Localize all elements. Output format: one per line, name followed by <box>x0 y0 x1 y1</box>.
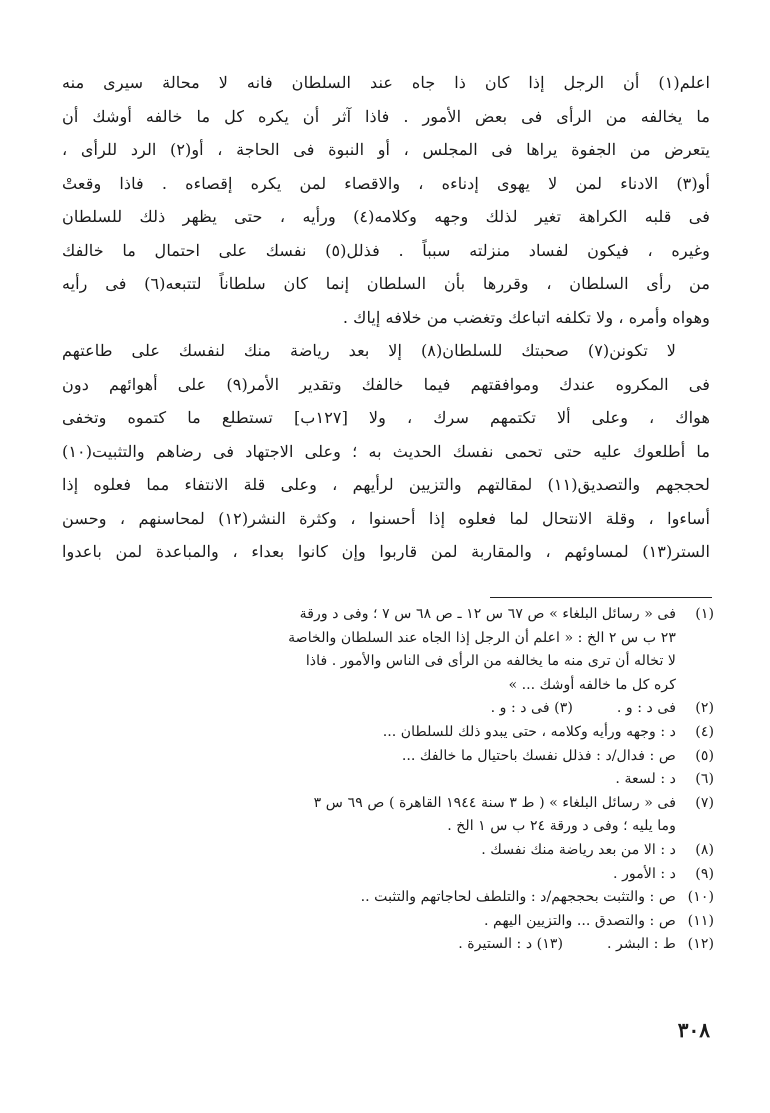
footnote-number: (١٢) <box>687 936 714 953</box>
text-line: لا تكونن(٧) صحبتك للسلطان(٨) إلا بعد رياضة منك لنفسك على طاعتهم <box>62 341 677 360</box>
footnote-text: ص : فدال/د : فذلل نفسك باحتيال ما خالفك ... <box>401 747 676 764</box>
text-line: ما أطلعوك عليه حتى تحمى نفسك الحديث به ؛ وعلى الاجتهاد فى رضاهم والتثبيت(١٠) <box>62 441 710 461</box>
footnote-number <box>676 627 714 651</box>
footnote-number <box>676 674 714 698</box>
footnote-text: د : الأمور . <box>613 865 676 882</box>
footnote-text: د : الا من بعد رياضة منك نفسك . <box>481 841 676 858</box>
text-line: لحججهم والتصديق(١١) لمقالتهم والتزيين لرأيهم ، وعلى قلة الانتفاء مما فعلوه إذا <box>62 475 710 494</box>
text-line: من رأى السلطان ، وقررها بأن السلطان إنما كان سلطاناً لتتبعه(٦) فى رأيه <box>62 274 710 293</box>
text-line: أساءوا ، وقلة الانتحال لما فعلوه إذا أحسنوا ، وكثرة النشر(١٢) لمحاسنهم ، وحسن <box>62 508 710 528</box>
footnote-text: فى « رسائل البلغاء » ( ط ٣ سنة ١٩٤٤ القاهرة ) ص ٦٩ س ٣ <box>313 794 676 811</box>
footnote <box>70 792 714 816</box>
text-line: هواك ، وعلى ألا تكتمهم سرك ، ولا [١٢٧ب] تستطلع ما كتموه وتخفى <box>62 408 710 427</box>
footnote <box>70 768 714 792</box>
footnote-text: (٣) فى د : و . <box>490 700 573 717</box>
footnote-number: (١٠) <box>687 889 714 906</box>
footnote-text: فى د : و . <box>616 700 676 717</box>
footnote-text: د : لسعة . <box>615 771 676 788</box>
footnotes <box>70 603 714 957</box>
text-line: ما يخالفه من الرأى فى بعض الأمور . فاذا آثر أن يكره كل ما خالفه أوشك أن <box>62 106 710 126</box>
footnote-number: (٧) <box>695 794 714 811</box>
footnote <box>70 886 714 910</box>
footnote-divider <box>490 597 712 598</box>
footnote-number: (٤) <box>695 723 714 740</box>
footnote <box>70 627 714 651</box>
footnote-number: (١) <box>695 606 714 622</box>
footnote <box>70 745 714 769</box>
footnote <box>70 863 714 887</box>
footnote-text: ص : والتثبت بحججهم/د : والتلطف لحاجاتهم والتثبت .. <box>360 889 676 906</box>
footnote-number: (١١) <box>687 912 714 929</box>
text-line: فى قلبه الكراهة تغير لذلك وجهه وكلامه(٤) ورأيه ، حتى يظهر ذلك للسلطان <box>62 207 710 226</box>
text-line: أو(٣) الادناء لمن لا يهوى إدناءه ، والاقصاء لمن يكره إقصاءه . فاذا وقعتْ <box>62 173 710 193</box>
footnote-text: ط : البشر . <box>607 936 676 953</box>
footnote <box>70 650 714 674</box>
text-line: اعلم(١) أن الرجل إذا كان ذا جاه عند السلطان فانه لا محالة سيرى منه <box>62 73 710 92</box>
footnote-text: وما يليه ؛ وفى د ورقة ٢٤ ب س ١ الخ . <box>447 818 676 835</box>
main-text <box>62 66 710 569</box>
footnote-number: (٦) <box>695 771 714 788</box>
footnote-number: (٢) <box>695 700 714 717</box>
footnote-text: ٢٣ ب س ٢ الخ : « اعلم أن الرجل إذا الجاه عند السلطان والخاصة <box>288 629 676 646</box>
footnote-text: د : وجهه ورأيه وكلامه ، حتى يبدو ذلك للسلطان ... <box>382 723 676 740</box>
footnote-text: ص : والتصدق ... والتزيين اليهم . <box>484 912 676 929</box>
text-line: وهواه وأمره ، ولا تكلفه اتباعك وتغضب من خلافه إياك . <box>342 307 710 327</box>
footnote-number: (٩) <box>695 865 714 882</box>
footnote-number: (٥) <box>695 747 714 764</box>
footnote <box>70 721 714 745</box>
text-line: الستر(١٣) لمساوئهم ، والمقاربة لمن قاربوا وإن كانوا بعداء ، والمباعدة لمن باعدوا <box>62 542 710 561</box>
footnote <box>70 839 714 863</box>
footnote <box>70 697 714 721</box>
footnote <box>70 674 714 698</box>
text-line: وغيره ، فيكون لفساد منزلته سبباً . فذلل(٥) نفسك على احتمال ما خالفك <box>62 240 710 260</box>
footnote <box>70 815 714 839</box>
footnote-number <box>676 815 714 839</box>
footnote-number: (٨) <box>695 841 714 858</box>
footnote-text: كره كل ما خالفه أوشك ... » <box>508 676 676 693</box>
page-number: ٣٠٨ <box>677 1018 710 1042</box>
footnote-text: فى « رسائل البلغاء » ص ٦٧ س ١٢ ـ ص ٦٨ س ٧ ؛ وفى د ورقة <box>299 606 676 622</box>
text-line: يتعرض من الجفوة يراها فى المجلس ، أو النبوة فى الحاجة ، أو(٢) الرد للرأى ، <box>62 140 711 159</box>
footnote-text: (١٣) د : الستيرة . <box>458 936 564 953</box>
text-line: فى المكروه عندك وموافقتهم فيما خالفك وتقدير الأمر(٩) على أهوائهم دون <box>62 374 710 394</box>
footnote <box>70 603 714 627</box>
footnote-number <box>676 650 714 674</box>
footnote <box>70 910 714 934</box>
footnote-text: لا تخاله أن ترى منه ما يخالفه من الرأى فى الناس والأمور . فاذا <box>305 653 676 670</box>
footnote <box>70 933 714 957</box>
